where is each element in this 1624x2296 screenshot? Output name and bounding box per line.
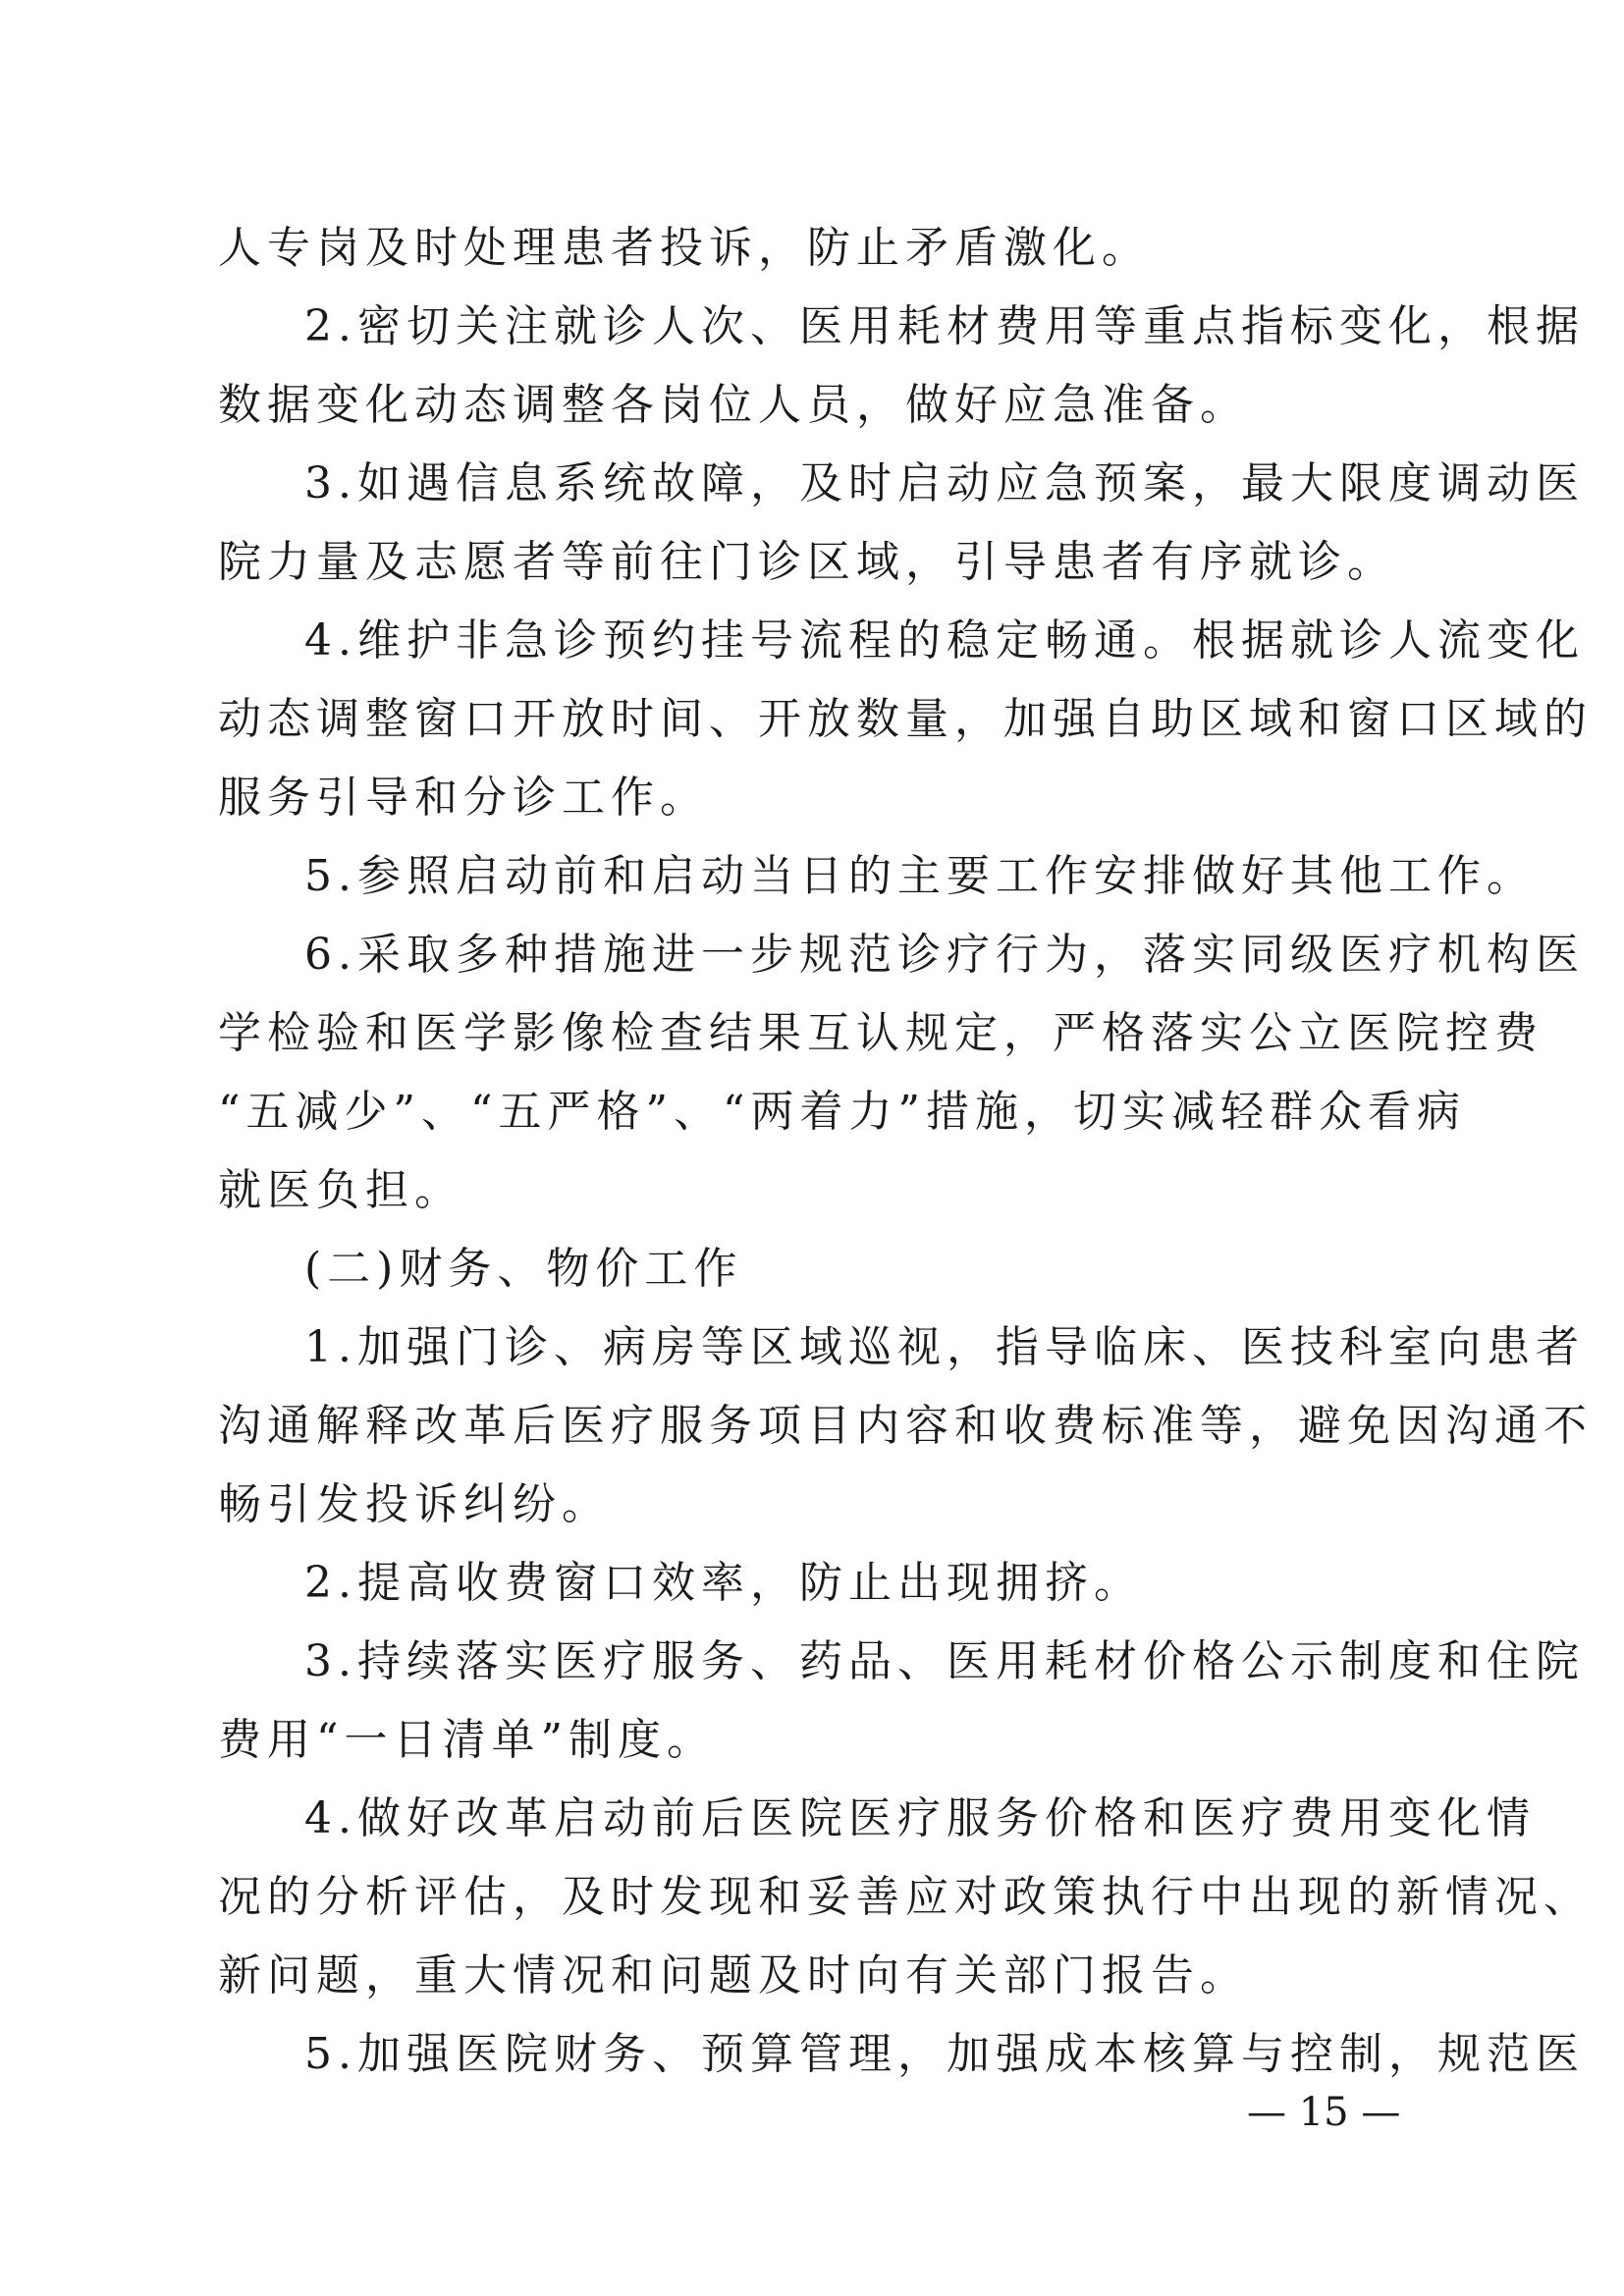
text-line: 5.加强医院财务、预算管理，加强成本核算与控制，规范医: [304, 2029, 1585, 2079]
text-line: 人专岗及时处理患者投诉，防止矛盾激化。: [218, 223, 1151, 273]
section-heading: (二)财务、物价工作: [304, 1244, 743, 1294]
text-line: 服务引导和分诊工作。: [218, 773, 709, 823]
text-line: 费用“一日清单”制度。: [218, 1715, 716, 1765]
text-line: 就医负担。: [218, 1165, 463, 1215]
text-line: 沟通解释改革后医疗服务项目内容和收费标准等，避免因沟通不: [218, 1401, 1593, 1451]
text-line: 畅引发投诉纠纷。: [218, 1479, 611, 1529]
text-line: 2.提高收费窗口效率，防止出现拥挤。: [304, 1558, 1143, 1608]
text-line: 3.持续落实医疗服务、药品、医用耗材价格公示制度和住院: [304, 1636, 1585, 1686]
page-number: — 15 —: [1247, 2090, 1401, 2135]
text-line: 4.维护非急诊预约挂号流程的稳定畅通。根据就诊人流变化: [304, 615, 1585, 666]
text-line: 院力量及志愿者等前往门诊区域，引导患者有序就诊。: [218, 537, 1396, 587]
text-line: 1.加强门诊、病房等区域巡视，指导临床、医技科室向患者: [304, 1322, 1585, 1372]
text-line: 4.做好改革启动前后医院医疗服务价格和医疗费用变化情: [304, 1793, 1536, 1843]
text-line: 2.密切关注就诊人次、医用耗材费用等重点指标变化，根据: [304, 301, 1585, 351]
text-line: 3.如遇信息系统故障，及时启动应急预案，最大限度调动医: [304, 458, 1585, 508]
text-line: 5.参照启动前和启动当日的主要工作安排做好其他工作。: [304, 851, 1536, 901]
text-line: 6.采取多种措施进一步规范诊疗行为，落实同级医疗机构医: [304, 930, 1585, 980]
text-line: 新问题，重大情况和问题及时向有关部门报告。: [218, 1950, 1249, 2001]
text-line: 学检验和医学影像检查结果互认规定，严格落实公立医院控费: [218, 1008, 1543, 1058]
text-line: 动态调整窗口开放时间、开放数量，加强自助区域和窗口区域的: [218, 694, 1593, 744]
text-line: 况的分析评估，及时发现和妥善应对政策执行中出现的新情况、: [218, 1872, 1593, 1922]
text-line: “五减少”、“五严格”、“两着力”措施，切实减轻群众看病: [218, 1087, 1466, 1137]
text-line: 数据变化动态调整各岗位人员，做好应急准备。: [218, 380, 1249, 430]
